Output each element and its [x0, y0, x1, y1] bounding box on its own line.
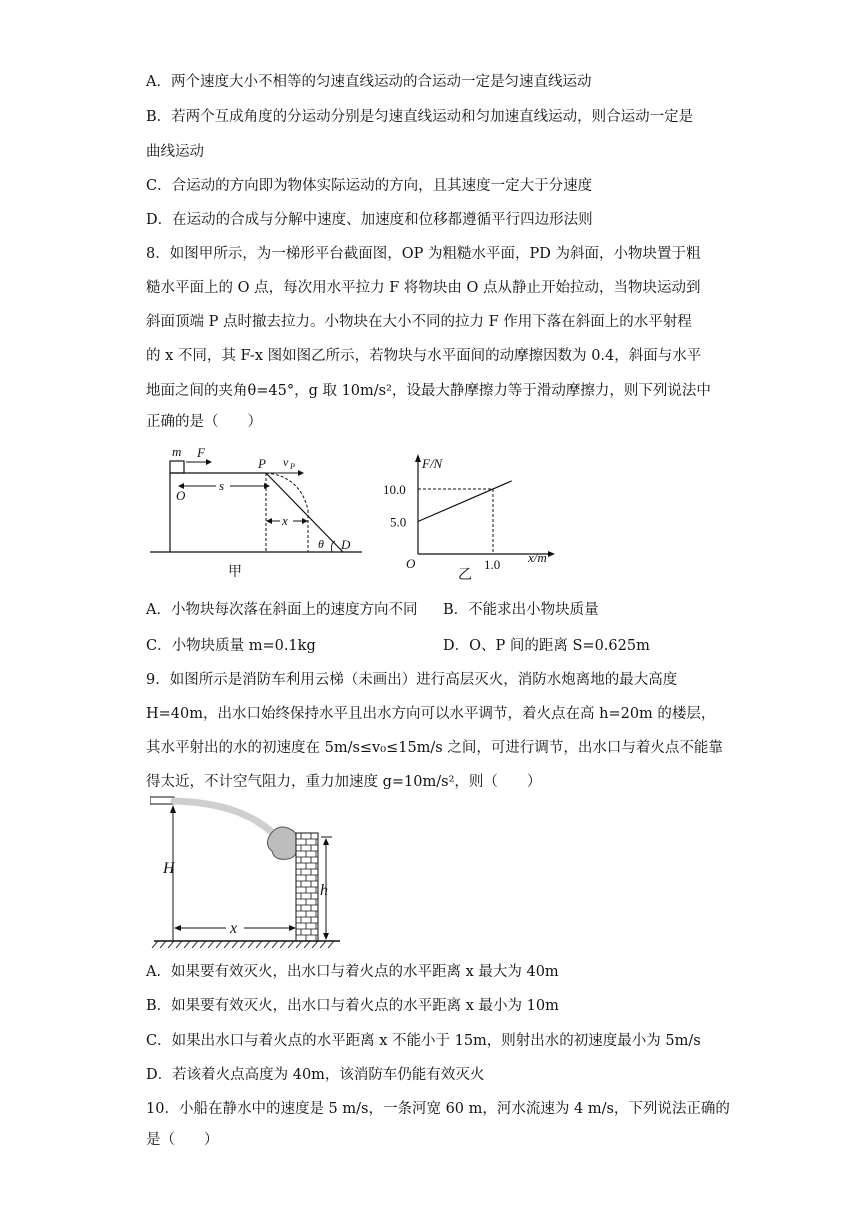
hatch-stroke: [200, 941, 206, 948]
brick-building: [296, 833, 318, 941]
q7-option-a: A．两个速度大小不相等的匀速直线运动的合运动一定是匀速直线运动: [146, 74, 592, 90]
hatch-stroke: [168, 941, 174, 948]
chart-ylabel: F/N: [422, 456, 443, 471]
q7-option-d: D．在运动的合成与分解中速度、加速度和位移都遵循平行四边形法则: [146, 212, 593, 228]
q8-stem-line6: 正确的是（ ）: [146, 414, 262, 430]
label-P: P: [258, 456, 266, 471]
hatch-stroke: [280, 941, 286, 948]
label-D: D: [341, 537, 351, 552]
q9-option-a: A．如果要有效灭火，出水口与着火点的水平距离 x 最大为 40m: [146, 964, 559, 980]
q9-option-d: D．若该着火点高度为 40m，该消防车仍能有效灭火: [146, 1067, 485, 1083]
chart-y-axis-arrow: [415, 454, 421, 462]
hatch-stroke: [184, 941, 190, 948]
hatch-stroke: [304, 941, 310, 948]
label-O: O: [176, 488, 186, 503]
chart-xtick-1: 1.0: [484, 557, 501, 572]
hatch-stroke: [312, 941, 318, 948]
q9-option-c: C．如果出水口与着火点的水平距离 x 不能小于 15m，则射出水的初速度最小为 5m/s: [146, 1033, 701, 1049]
q9-stem-line3: 其水平射出的水的初速度在 5m/s≤v₀≤15m/s 之间，可进行调节，出水口与着火点不能靠: [146, 740, 723, 756]
hatch-stroke: [208, 941, 214, 948]
label-s: s: [219, 478, 225, 493]
label-x-fire: x: [230, 920, 238, 937]
hatch-stroke: [216, 941, 222, 948]
q9-stem-line1: 9．如图所示是消防车利用云梯（未画出）进行高层灭火，消防水炮离地的最大高度: [146, 672, 678, 688]
q8-stem-line1: 8．如图甲所示，为一梯形平台截面图，OP 为粗糙水平面，PD 为斜面，小物块置于粗: [146, 246, 701, 262]
hatch-stroke: [256, 941, 262, 948]
caption-yi: 乙: [458, 568, 472, 583]
chart-x-axis-arrow: [548, 551, 555, 557]
hatch-stroke: [192, 941, 198, 948]
label-m: m: [172, 444, 182, 459]
hatch-stroke: [176, 941, 182, 948]
chart-origin: O: [406, 556, 416, 571]
q8-option-d: D．O、P 间的距离 S=0.625m: [443, 638, 650, 654]
q8-option-b: B．不能求出小物块质量: [443, 602, 599, 618]
hatch-stroke: [224, 941, 230, 948]
q8-option-c: C．小物块质量 m=0.1kg: [146, 638, 316, 654]
hatch-stroke: [152, 941, 158, 948]
label-vp: v: [283, 455, 289, 469]
q8-stem-line3: 斜面顶端 P 点时撤去拉力。小物块在大小不同的拉力 F 作用下落在斜面上的水平射程: [146, 314, 692, 330]
hatch-stroke: [240, 941, 246, 948]
q10-stem-line1: 10．小船在静水中的速度是 5 m/s，一条河宽 60 m，河水流速为 4 m/s，下列说法正确的: [146, 1101, 730, 1117]
chart-xlabel: x/m: [528, 550, 547, 565]
q8-stem-line4: 的 x 不同，其 F-x 图如图乙所示，若物块与水平面间的动摩擦因数为 0.4，斜面与水平: [146, 348, 702, 364]
q7-option-b-line2: 曲线运动: [146, 144, 204, 160]
hatch-stroke: [160, 941, 166, 948]
q8-stem-line2: 糙水平面上的 O 点，每次用水平拉力 F 将物块由 O 点从静止开始拉动，当物块运动到: [146, 280, 701, 296]
chart-ytick-5: 5.0: [390, 514, 407, 530]
q10-stem-line2: 是（ ）: [146, 1132, 219, 1148]
hatch-stroke: [328, 941, 334, 948]
q9-stem-line4: 得太近，不计空气阻力，重力加速度 g=10m/s²，则（ ）: [146, 774, 542, 790]
q9-option-b: B．如果要有效灭火，出水口与着火点的水平距离 x 最小为 10m: [146, 998, 559, 1014]
hatch-stroke: [296, 941, 302, 948]
q9-stem-line2: H=40m，出水口始终保持水平且出水方向可以水平调节，着火点在高 h=20m 的楼层，: [146, 706, 716, 722]
hatch-stroke: [272, 941, 278, 948]
chart-series-line: [418, 481, 512, 522]
chart-ytick-10: 10.0: [383, 482, 406, 497]
label-F: F: [197, 445, 205, 460]
hatch-stroke: [288, 941, 294, 948]
q7-option-c: C．合运动的方向即为物体实际运动的方向，且其速度一定大于分速度: [146, 178, 593, 194]
label-H: H: [163, 860, 175, 877]
label-x-jia: x: [282, 513, 288, 528]
hatch-stroke: [320, 941, 326, 948]
caption-jia: 甲: [228, 565, 242, 580]
label-h: h: [320, 882, 328, 899]
q7-option-b-line1: B．若两个互成角度的分运动分别是匀速直线运动和匀加速直线运动，则合运动一定是: [146, 109, 694, 125]
q8-option-a: A．小物块每次落在斜面上的速度方向不同: [146, 602, 418, 618]
figure-jia: [140, 440, 370, 585]
label-theta: θ: [318, 537, 324, 551]
figure-fire-truck: [150, 795, 345, 955]
hatch-stroke: [232, 941, 238, 948]
q8-stem-line5: 地面之间的夹角θ=45°，g 取 10m/s²，设最大静摩擦力等于滑动摩擦力，则下列说法中: [146, 383, 711, 399]
hatch-stroke: [248, 941, 254, 948]
figure-yi-chart: [376, 448, 566, 585]
hatch-stroke: [264, 941, 270, 948]
ground-hatching: [152, 941, 334, 948]
label-vp-sub: P: [290, 462, 295, 471]
